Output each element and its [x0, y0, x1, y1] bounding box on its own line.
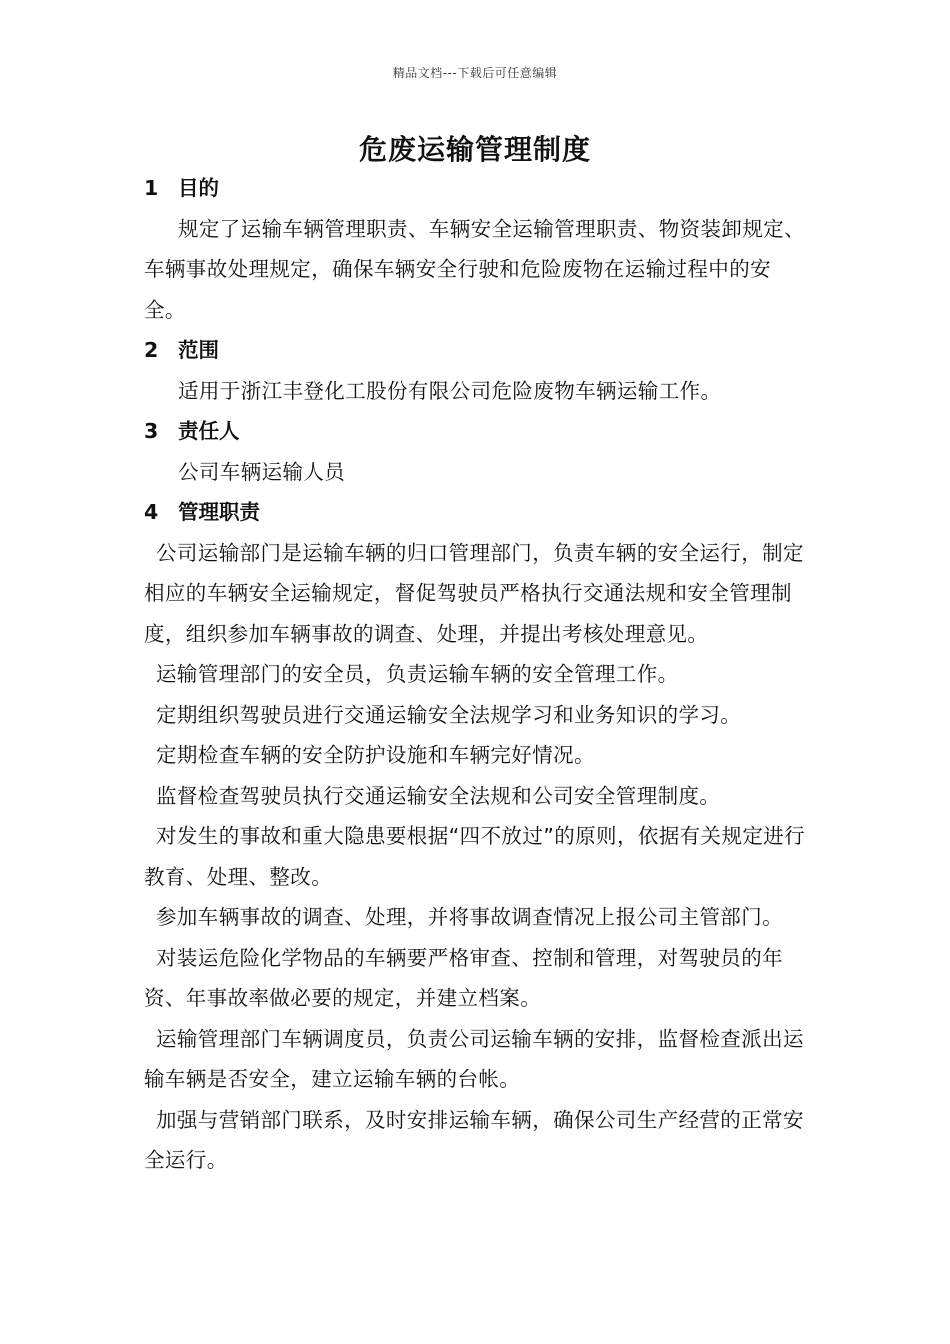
section-heading-purpose [144, 168, 812, 209]
paragraph: 参加车辆事故的调查、处理，并将事故调查情况上报公司主管部门。 [156, 905, 783, 929]
section-title: 范围 [178, 338, 219, 362]
document-title: 危废运输管理制度 [358, 133, 591, 166]
paragraph: 适用于浙江丰登化工股份有限公司危险废物车辆运输工作。 [178, 378, 722, 403]
paragraph: 对发生的事故和重大隐患要根据“四不放过”的原则，依据有关规定进行教育、处理、整改。 [144, 824, 806, 889]
paragraph: 监督检查驾驶员执行交通运输安全法规和公司安全管理制度。 [156, 783, 721, 808]
paragraph: 公司运输部门是运输车辆的归口管理部门，负责车辆的安全运行，制定相应的车辆安全运输规定，督促驾驶员严格执行交通法规和安全管理制度，组织参加车辆事故的调查、处理，并提出考核处理意见。 [144, 540, 804, 646]
paragraph: 定期组织驾驶员进行交通运输安全法规学习和业务知识的学习。 [156, 702, 742, 727]
paragraph: 运输管理部门的安全员，负责运输车辆的安全管理工作。 [156, 662, 679, 686]
section-heading-responsible [144, 411, 812, 452]
section-title: 管理职责 [178, 500, 260, 524]
paragraph: 定期检查车辆的安全防护设施和车辆完好情况。 [156, 743, 595, 767]
paragraph: 公司车辆运输人员 [178, 459, 346, 484]
section-number: 1 [144, 176, 159, 200]
section-number: 4 [144, 500, 159, 524]
section-title: 责任人 [178, 419, 240, 443]
section-number: 2 [144, 338, 159, 362]
section-heading-scope [144, 330, 812, 371]
paragraph: 规定了运输车辆管理职责、车辆安全运输管理职责、物资装卸规定、车辆事故处理规定，确保车辆安全行驶和危险废物在运输过程中的安全。 [144, 216, 805, 322]
page-header-watermark: 精品文档---下载后可任意编辑 [392, 66, 558, 80]
paragraph: 运输管理部门车辆调度员，负责公司运输车辆的安排，监督检查派出运输车辆是否安全，建立运输车辆的台帐。 [144, 1026, 804, 1091]
section-heading-duties [144, 492, 812, 533]
paragraph: 加强与营销部门联系，及时安排运输车辆，确保公司生产经营的正常安全运行。 [144, 1107, 804, 1172]
section-title: 目的 [178, 176, 219, 200]
paragraph: 对装运危险化学物品的车辆要严格审查、控制和管理，对驾驶员的年资、年事故率做必要的规定，并建立档案。 [144, 945, 783, 1010]
section-number: 3 [144, 419, 159, 443]
document-body [144, 168, 812, 1181]
